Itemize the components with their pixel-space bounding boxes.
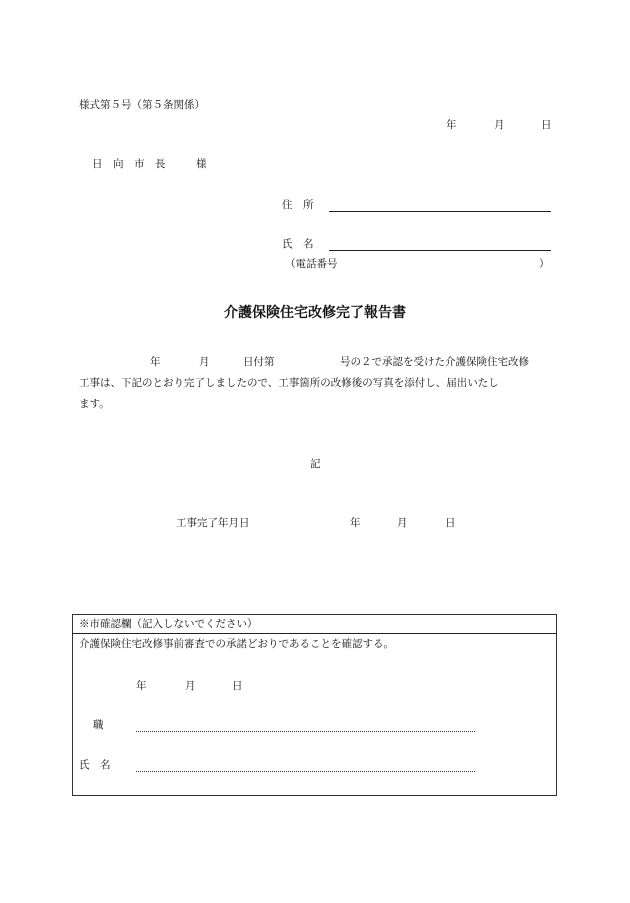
header-year: 年 <box>446 119 457 131</box>
ki-heading: 記 <box>310 458 321 470</box>
city-box-name-label: 氏 名 <box>79 759 111 771</box>
city-box-title-label: 職 <box>93 719 104 731</box>
addressee-city: 日 向 市 長 <box>92 158 166 170</box>
body-line3: ます。 <box>79 398 110 410</box>
body-line1-rest: 号の２で承認を受けた介護保険住宅改修 <box>340 356 529 368</box>
name-label: 氏 名 <box>282 238 314 250</box>
document-title: 介護保険住宅改修完了報告書 <box>224 305 406 321</box>
city-box-year: 年 <box>136 680 147 692</box>
address-field[interactable] <box>329 211 551 212</box>
addressee-honorific: 様 <box>196 158 207 170</box>
city-box-month: 月 <box>185 680 196 692</box>
form-number: 様式第５号（第５条関係） <box>79 99 205 111</box>
completion-year: 年 <box>350 517 361 529</box>
body-month: 月 <box>199 356 210 368</box>
body-day-ref: 日付第 <box>243 356 275 368</box>
city-box-day: 日 <box>232 680 243 692</box>
address-label: 住 所 <box>282 199 314 211</box>
city-box-header: ※市確認欄（記入しないでください） <box>79 618 258 630</box>
header-day: 日 <box>541 119 552 131</box>
phone-label: （電話番号 <box>285 258 338 270</box>
body-year: 年 <box>150 356 161 368</box>
city-box-confirm-text: 介護保険住宅改修事前審査での承諾どおりであることを確認する。 <box>79 638 394 650</box>
title-dotted-field[interactable] <box>136 731 475 732</box>
body-line2: 工事は、下記のとおり完了しましたので、工事箇所の改修後の写真を添付し、届出いたし <box>79 377 499 389</box>
completion-label: 工事完了年月日 <box>176 517 250 529</box>
phone-close: ） <box>539 258 550 270</box>
name-field[interactable] <box>329 250 551 251</box>
city-box-divider <box>72 633 557 634</box>
name-dotted-field[interactable] <box>136 771 475 772</box>
completion-month: 月 <box>397 517 408 529</box>
completion-day: 日 <box>445 517 456 529</box>
header-month: 月 <box>494 119 505 131</box>
